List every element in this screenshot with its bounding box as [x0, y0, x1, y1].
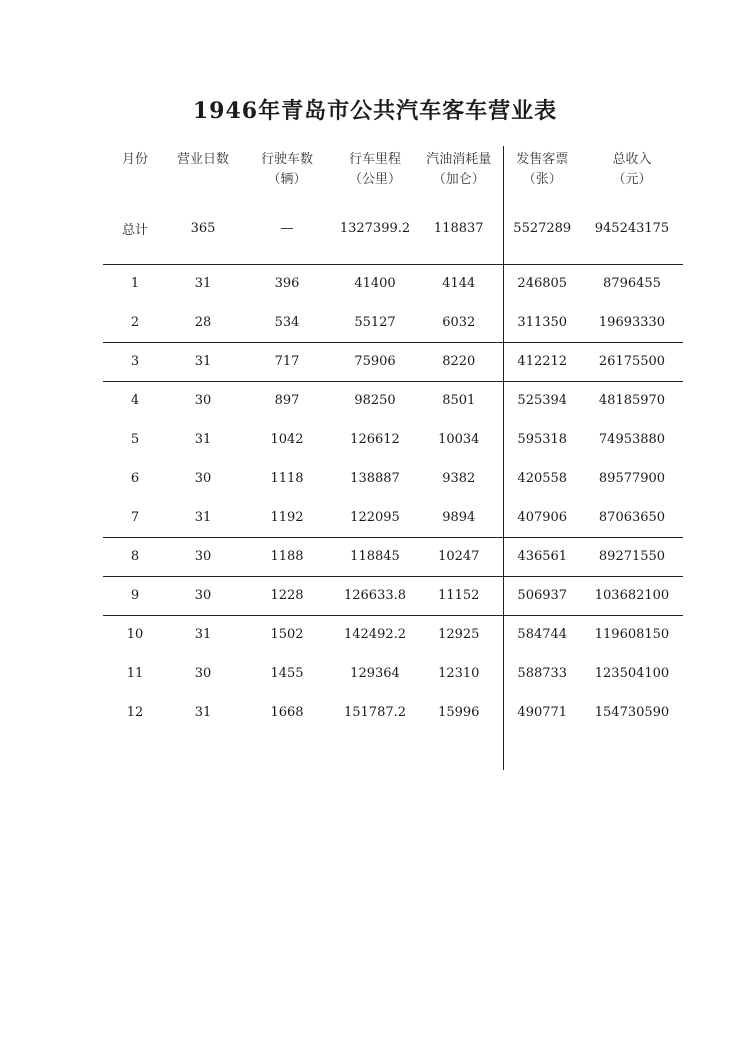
table-row: [103, 381, 683, 420]
cell-fuel: 9382: [442, 471, 476, 486]
cell-days: 31: [194, 432, 212, 447]
cell-km: 118845: [335, 537, 415, 576]
header-row: [103, 146, 683, 194]
header-vehicles: 行驶车数 （辆）: [260, 152, 313, 187]
cell-days: 28: [194, 314, 212, 330]
header-income: 总收入 （元）: [612, 152, 652, 187]
cell-tickets: 420558: [503, 459, 581, 498]
cell-fuel: 4144: [415, 264, 503, 303]
cell-month: 12: [126, 705, 144, 720]
cell-month: 11: [126, 666, 144, 681]
cell-month: 6: [130, 471, 140, 486]
cell-vehicles: 534: [274, 314, 300, 330]
cell-income: 87063650: [598, 509, 666, 525]
total-km: 1327399.2: [339, 221, 411, 237]
cell-vehicles: 1228: [239, 576, 335, 615]
cell-fuel: 6032: [442, 314, 476, 330]
cell-fuel: 12925: [415, 615, 503, 654]
cell-month: 2: [130, 314, 140, 330]
table-row: [103, 537, 683, 576]
cell-vehicles: 1188: [239, 537, 335, 576]
cell-fuel: 10247: [415, 537, 503, 576]
cell-fuel: 12310: [438, 666, 480, 681]
cell-fuel: 15996: [438, 705, 480, 720]
cell-vehicles: 1455: [270, 666, 304, 681]
cell-km: 41400: [335, 264, 415, 303]
table-row: [103, 654, 683, 693]
cell-income: 48185970: [581, 381, 683, 420]
table-row: [103, 342, 683, 381]
cell-km: 75906: [335, 342, 415, 381]
header-km: 行车里程 （公里）: [348, 152, 401, 187]
cell-income: 8796455: [581, 264, 683, 303]
cell-vehicles: 1118: [270, 471, 304, 486]
total-tickets: 5527289: [503, 194, 581, 264]
cell-km: 138887: [350, 471, 400, 486]
cell-tickets: 246805: [503, 264, 581, 303]
cell-tickets: 412212: [503, 342, 581, 381]
cell-km: 126633.8: [335, 576, 415, 615]
cell-days: 31: [194, 705, 212, 720]
table-bottom-spacer: [103, 732, 683, 770]
cell-days: 30: [194, 471, 212, 486]
cell-days: 30: [167, 576, 239, 615]
table-row: [103, 420, 683, 459]
cell-tickets: 311350: [503, 303, 581, 342]
cell-tickets: 407906: [503, 498, 581, 537]
total-days: 365: [190, 221, 216, 237]
cell-tickets: 595318: [503, 420, 581, 459]
cell-tickets: 588733: [503, 654, 581, 693]
table-row: [103, 693, 683, 732]
cell-fuel: 11152: [415, 576, 503, 615]
cell-income: 26175500: [581, 342, 683, 381]
cell-days: 31: [167, 264, 239, 303]
cell-tickets: 584744: [503, 615, 581, 654]
cell-days: 31: [167, 615, 239, 654]
table-row: [103, 459, 683, 498]
cell-km: 122095: [350, 509, 400, 525]
cell-tickets: 525394: [503, 381, 581, 420]
header-fuel: 汽油消耗量 （加仑）: [426, 152, 492, 187]
cell-tickets: 436561: [503, 537, 581, 576]
cell-income: 74953880: [598, 432, 666, 447]
cell-tickets: 506937: [503, 576, 581, 615]
total-vehicles: —: [280, 221, 294, 237]
cell-income: 89577900: [598, 471, 666, 486]
cell-income: 123504100: [594, 666, 670, 681]
cell-km: 55127: [354, 314, 396, 330]
cell-vehicles: 396: [239, 264, 335, 303]
cell-days: 30: [194, 666, 212, 681]
header-days: 营业日数: [176, 152, 229, 167]
cell-month: 1: [103, 264, 167, 303]
cell-month: 10: [103, 615, 167, 654]
cell-tickets: 490771: [503, 693, 581, 732]
cell-days: 31: [167, 342, 239, 381]
cell-vehicles: 1502: [239, 615, 335, 654]
cell-days: 30: [167, 537, 239, 576]
cell-month: 8: [103, 537, 167, 576]
cell-fuel: 10034: [438, 432, 480, 447]
total-income: 945243175: [594, 221, 670, 237]
cell-income: 154730590: [594, 705, 670, 720]
page-title: 1946年青岛市公共汽车客车营业表: [192, 98, 558, 124]
table-row: [103, 615, 683, 654]
cell-fuel: 8220: [415, 342, 503, 381]
table-row: [103, 264, 683, 303]
cell-vehicles: 1668: [270, 705, 304, 720]
table-row: [103, 498, 683, 537]
cell-income: 119608150: [581, 615, 683, 654]
cell-income: 103682100: [581, 576, 683, 615]
cell-km: 98250: [335, 381, 415, 420]
cell-km: 151787.2: [343, 705, 407, 720]
cell-km: 126612: [350, 432, 400, 447]
cell-fuel: 8501: [415, 381, 503, 420]
total-label: 总计: [121, 223, 148, 239]
cell-fuel: 9894: [442, 509, 476, 525]
cell-vehicles: 1192: [270, 509, 304, 525]
cell-month: 9: [103, 576, 167, 615]
total-row: [103, 194, 683, 264]
cell-km: 129364: [350, 666, 400, 681]
cell-income: 19693330: [598, 314, 666, 330]
cell-vehicles: 897: [239, 381, 335, 420]
header-month: 月份: [121, 152, 148, 167]
cell-month: 5: [130, 432, 140, 447]
cell-month: 3: [103, 342, 167, 381]
cell-vehicles: 717: [239, 342, 335, 381]
cell-month: 4: [103, 381, 167, 420]
table-row: [103, 576, 683, 615]
cell-month: 7: [130, 509, 140, 525]
cell-income: 89271550: [581, 537, 683, 576]
operations-table: [103, 146, 683, 770]
cell-km: 142492.2: [335, 615, 415, 654]
cell-days: 31: [194, 509, 212, 525]
cell-days: 30: [167, 381, 239, 420]
header-tickets: 发售客票 （张）: [503, 146, 581, 194]
cell-vehicles: 1042: [270, 432, 304, 447]
total-fuel: 118837: [433, 221, 484, 237]
table-row: [103, 303, 683, 342]
